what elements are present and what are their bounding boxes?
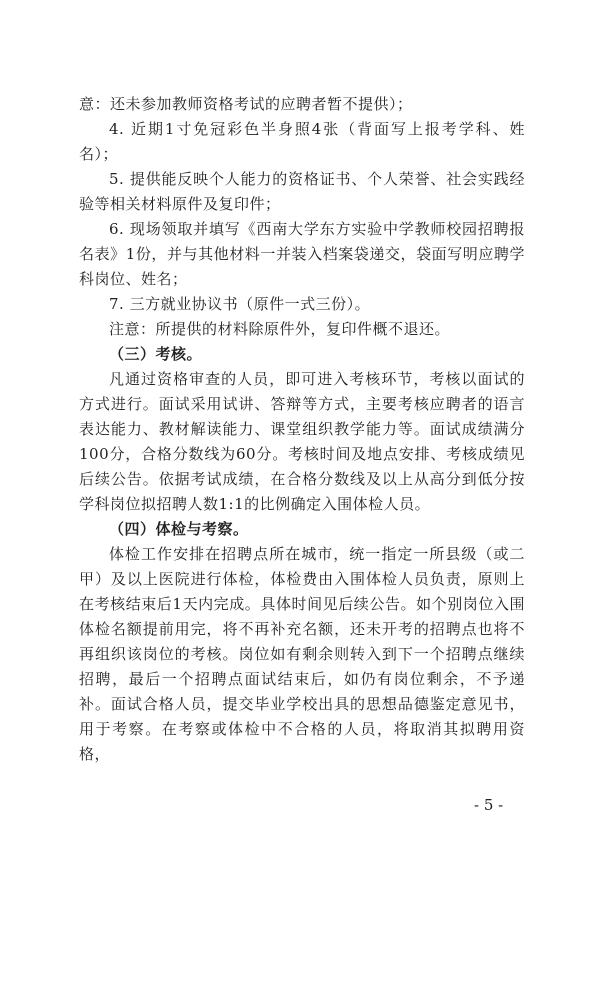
paragraph-continuation: 意：还未参加教师资格考试的应聘者暂不提供）； [79, 95, 413, 113]
paragraph-item-7: 7. 三方就业协议书（原件一式三份）。 [109, 295, 371, 313]
paragraph-note: 注意：所提供的材料除原件外，复印件概不退还。 [109, 320, 451, 338]
paragraph-item-5: 5. 提供能反映个人能力的资格证书、个人荣誉、社会实践经验等相关材料原件及复印件； [79, 170, 525, 213]
paragraph-item-6: 6. 现场领取并填写《西南大学东方实验中学教师校园招聘报名表》1份，并与其他材料一并装入档案袋递交，袋面写明应聘学科岗位、姓名； [79, 220, 525, 288]
paragraph-medical: 体检工作安排在招聘点所在城市，统一指定一所县级（或二甲）及以上医院进行体检，体检费由入围体检人员负责，原则上在考核结束后1天内完成。具体时间见后续公告。如个别岗位入围体检名额提前用完，将不再补充名额，还未开考的招聘点也将不再组织该岗位的考核。岗位如有剩余则转入到下一个招聘点继续招聘，最后一个招聘点面试结束后，如仍有岗位剩余，不予递补。面试合格人员，提交毕业学校出具的思想品德鉴定意见书，用于考察。在考察或体检中不合格的人员，将取消其拟聘用资格， [79, 545, 525, 763]
section-heading-medical: （四）体检与考察。 [109, 520, 249, 538]
document-body [79, 92, 525, 767]
paragraph-item-4: 4. 近期1寸免冠彩色半身照4张（背面写上报考学科、姓名）； [79, 120, 525, 163]
page-number: - 5 - [474, 796, 504, 814]
section-heading-assessment: （三）考核。 [109, 345, 203, 363]
paragraph-assessment: 凡通过资格审查的人员，即可进入考核环节，考核以面试的方式进行。面试采用试讲、答辩等方式，主要考核应聘者的语言表达能力、教材解读能力、课堂组织教学能力等。面试成绩满分100分，合格分数线为60分。考核时间及地点安排、考核成绩见后续公告。依据考试成绩，在合格分数线及以上从高分到低分按学科岗位拟招聘人数1:1的比例确定入围体检人员。 [79, 370, 525, 513]
